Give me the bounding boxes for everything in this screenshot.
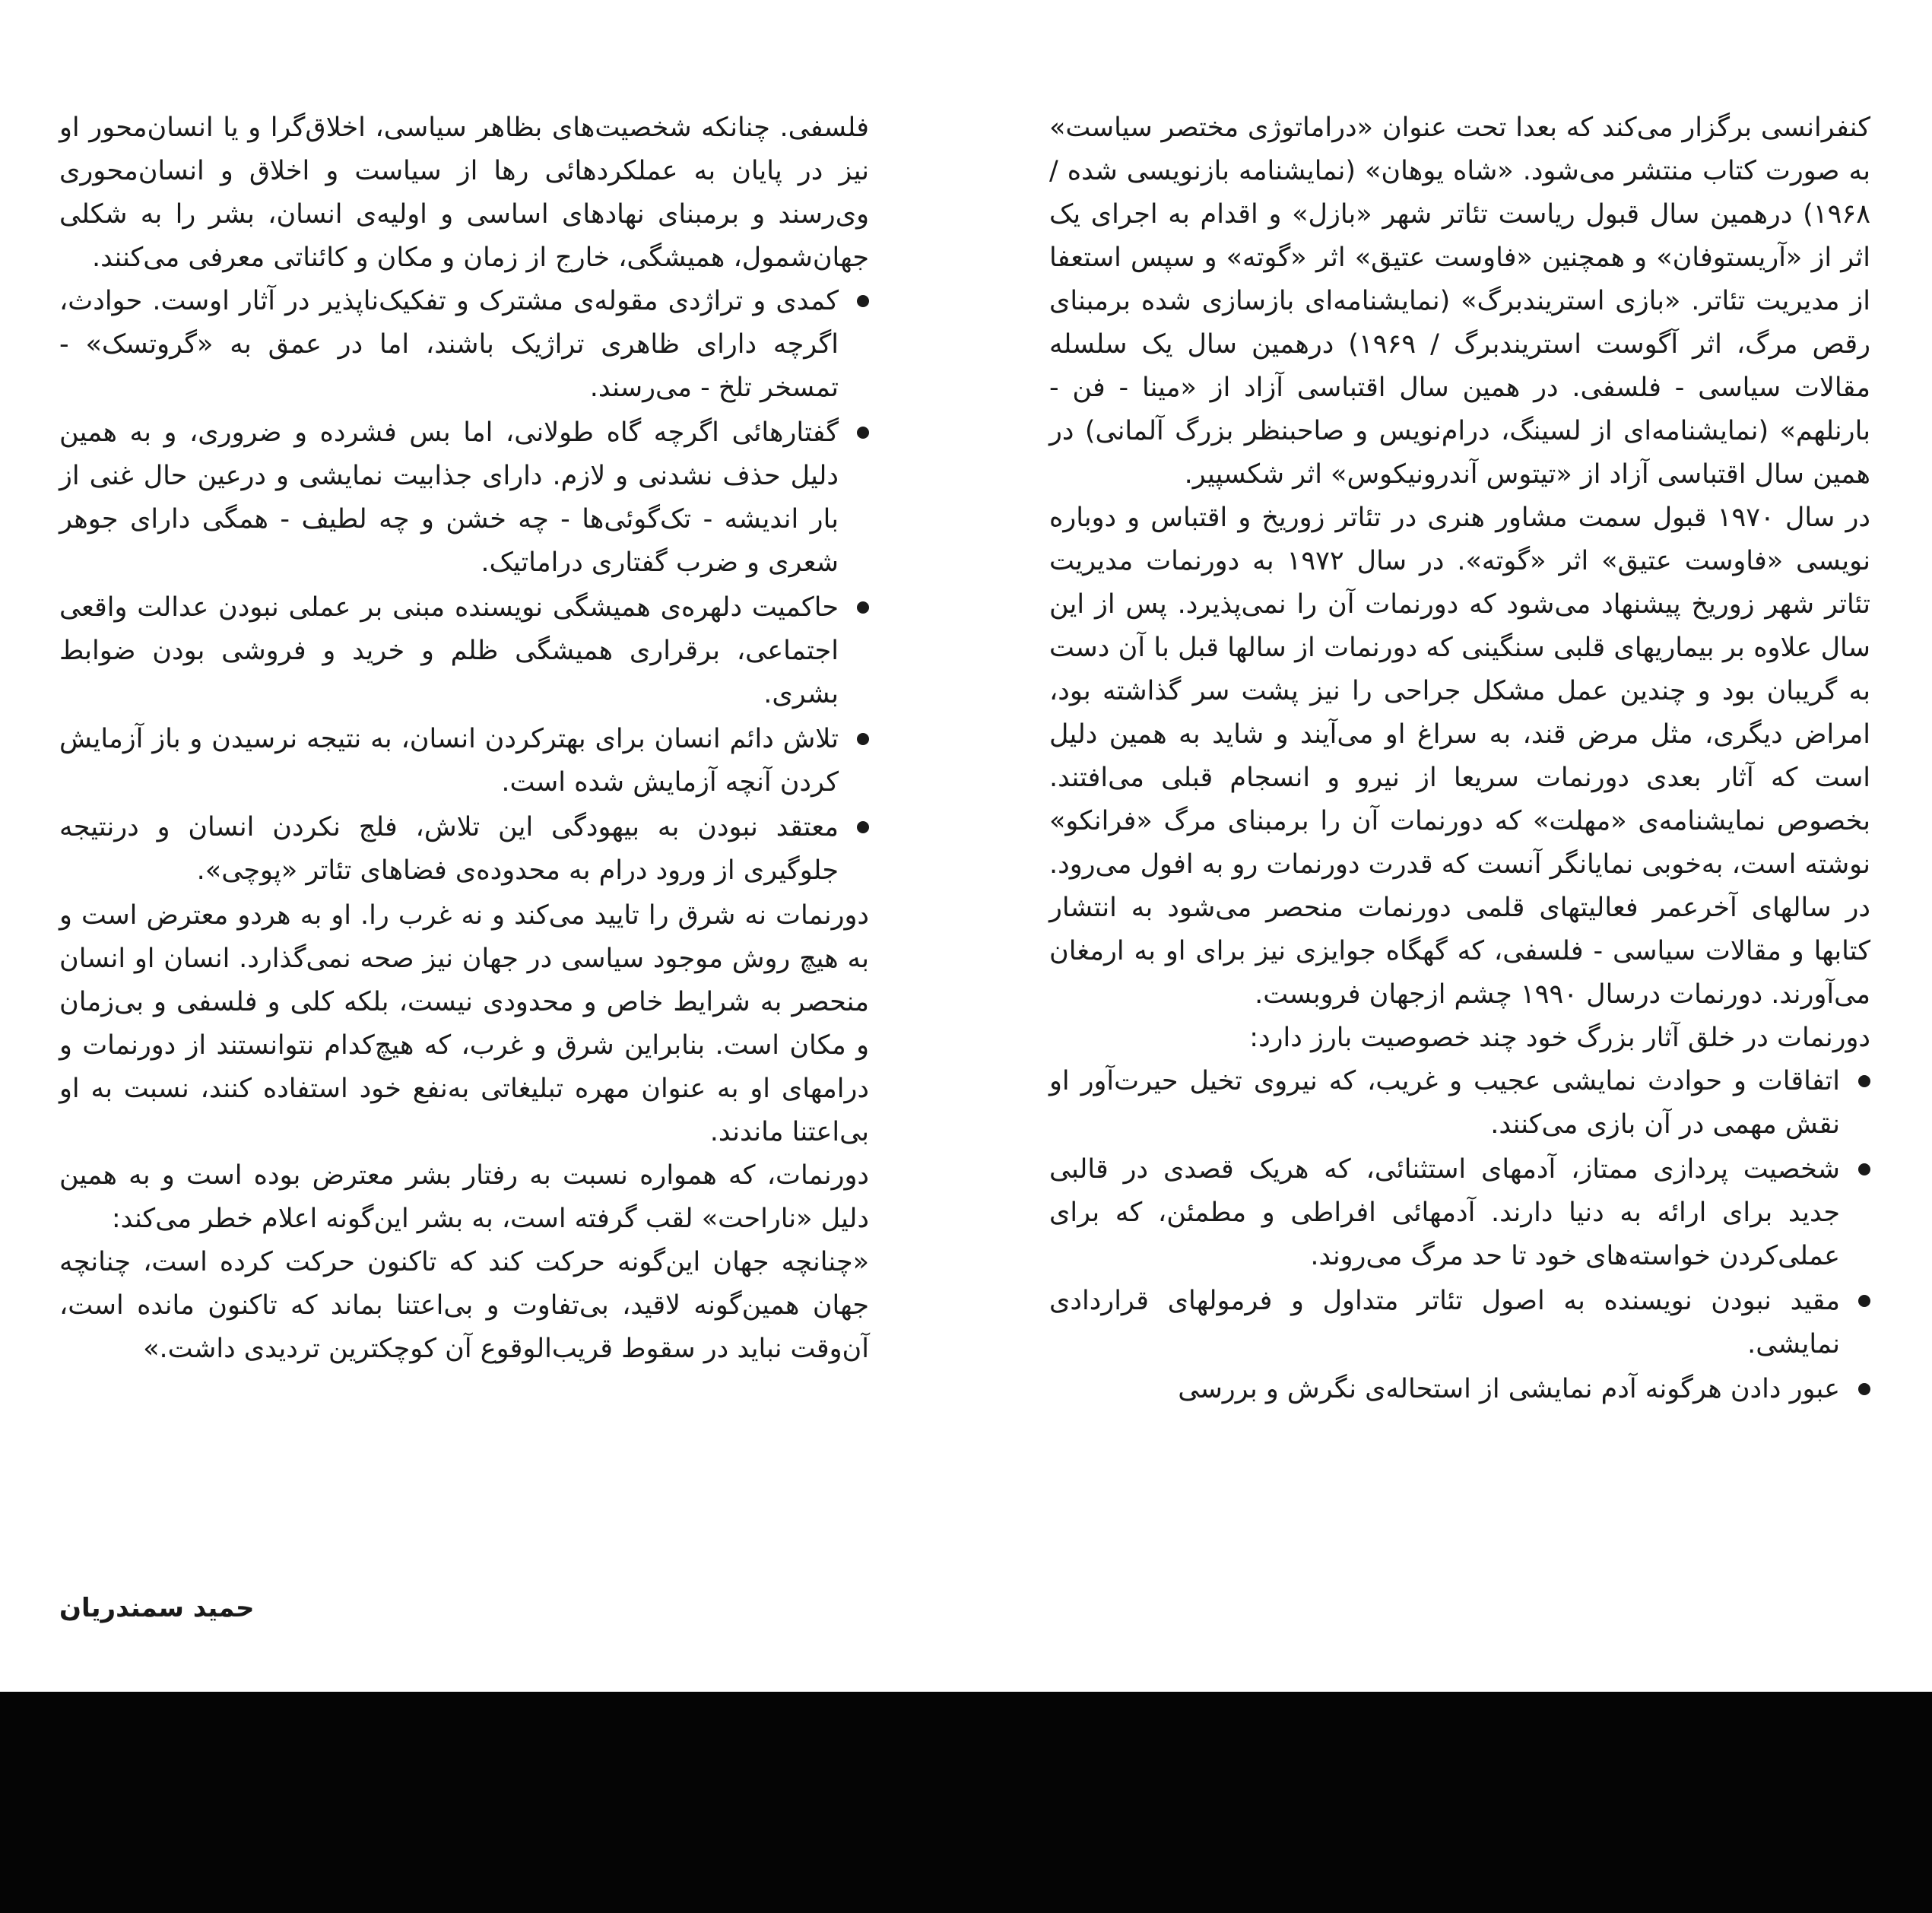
- bullet-dot-icon: [1858, 1163, 1870, 1175]
- bullet-dot-icon: [857, 427, 869, 439]
- left-paragraph-2: دورنمات نه شرق را تایید می‌کند و نه غرب را. او به هردو معترض است و به هیچ روش موجود سیاسی در جهان نیز صحه نمی‌گذارد. انسان او انسان منحصر به شرایط خاص و محدودی نیست، بلکه کلی و فلسفی و بی‌زمان و مکان است. بنابراین شرق و غرب، که هیچ‌کدام نتوانستند از دورنمات و درامهای او به عنوان مهره تبلیغاتی به‌نفع خود استفاده کنند، نسبت به او بی‌اعتنا ماندند.: [59, 900, 869, 1147]
- right-paragraph-3: دورنمات در خلق آثار بزرگ خود چند خصوصیت بارز دارد:: [1249, 1023, 1870, 1053]
- bullet-dot-icon: [1858, 1075, 1870, 1087]
- right-bullet-list: [1049, 1060, 1870, 1411]
- left-paragraph-3: دورنمات، که همواره نسبت به رفتار بشر معترض بوده است و به همین دلیل «ناراحت» لقب گرفته است، به بشر این‌گونه اعلام خطر می‌کند:: [59, 1160, 869, 1234]
- right-column: [1049, 106, 1870, 1413]
- left-paragraph-1: فلسفی. چنانکه شخصیت‌های بظاهر سیاسی، اخلاق‌گرا و یا انسان‌محور او نیز در پایان به عملکردهائی رها از سیاست و اخلاق و انسان‌محوری وی‌رسند و برمبنای نهادهای اساسی و اولیه‌ی انسان، بشر را به شکلی جهان‌شمول، همیشگی، خارج از زمان و مکان و کائناتی معرفی می‌کنند.: [59, 113, 869, 273]
- list-item-text: کمدی و تراژدی مقوله‌ی مشترک و تفکیک‌ناپذیر در آثار اوست. حوادث، اگرچه دارای ظاهری تراژیک باشند، اما در عمق به «گروتسک» - تمسخر تلخ - می‌رسند.: [59, 286, 839, 403]
- list-item: [59, 280, 869, 410]
- list-item: [1049, 1060, 1870, 1147]
- list-item-text: گفتارهائی اگرچه گاه طولانی، اما بس فشرده و ضروری، و به همین دلیل حذف نشدنی و لازم. دارای جذابیت نمایشی و درعین حال غنی از بار اندیشه - تک‌گوئی‌ها - چه خشن و چه لطیف - همگی دارای جوهر شعری و ضرب گفتاری دراماتیک.: [59, 417, 839, 578]
- right-paragraph-1: کنفرانسی برگزار می‌کند که بعدا تحت عنوان «دراماتوژی مختصر سیاست» به صورت کتاب منتشر می‌شود. «شاه یوهان» (نمایشنامه بازنویسی شده / ۱۹۶۸) درهمین سال قبول ریاست تئاتر شهر «بازل» و اقدام به اجرای یک اثر از «آریستوفان» و همچنین «فاوست عتیق» اثر «گوته» و سپس استعفا از مدیریت تئاتر. «بازی استریندبرگ» (نمایشنامه‌ای بازسازی شده برمبنای رقص مرگ، اثر آگوست استریندبرگ / ۱۹۶۹) درهمین سال یک سلسله مقالات سیاسی - فلسفی. در همین سال اقتباسی آزاد از «مینا - فن - بارنلهم» (نمایشنامه‌ای از لسینگ، درام‌نویس و صاحبنظر بزرگ آلمانی) در همین سال اقتباسی آزاد از «تیتوس آندرونیکوس» اثر شکسپیر.: [1049, 113, 1870, 490]
- bullet-dot-icon: [857, 601, 869, 614]
- left-column: [59, 106, 869, 1371]
- bottom-black-band: [0, 1692, 1932, 1913]
- list-item: [59, 718, 869, 804]
- list-item: [59, 411, 869, 585]
- bullet-dot-icon: [1858, 1295, 1870, 1307]
- bullet-dot-icon: [857, 821, 869, 833]
- right-paragraph-2: در سال ۱۹۷۰ قبول سمت مشاور هنری در تئاتر زوریخ و اقتباس و دوباره نویسی «فاوست عتیق» اثر «گوته». در سال ۱۹۷۲ به دورنمات مدیریت تئاتر شهر زوریخ پیشنهاد می‌شود که دورنمات آن را نمی‌پذیرد. پس از این سال علاوه بر بیماریهای قلبی سنگینی که دورنمات از سالها قبل با آن دست به گریبان بود و چندین عمل مشکل جراحی را نیز پشت سر گذاشته بود، امراض دیگری، مثل مرض قند، به سراغ او می‌آیند و شاید به همین دلیل است که آثار بعدی دورنمات سریعا از نیرو و انسجام قبلی می‌افتند. بخصوص نمایشنامه‌ی «مهلت» که دورنمات آن را برمبنای مرگ «فرانکو» نوشته است، به‌خوبی نمایانگر آنست که قدرت دورنمات رو به افول می‌رود. در سالهای آخرعمر فعالیتهای قلمی دورنمات منحصر می‌شود به انتشار کتابها و مقالات سیاسی - فلسفی، که گهگاه جوایزی نیز برای او به ارمغان می‌آورند. دورنمات درسال ۱۹۹۰ چشم ازجهان فروبست.: [1049, 503, 1870, 1010]
- list-item-text: اتفاقات و حوادث نمایشی عجیب و غریب، که نیروی تخیل حیرت‌آور او نقش مهمی در آن بازی می‌کنند.: [1049, 1066, 1840, 1140]
- list-item-text: تلاش دائم انسان برای بهترکردن انسان، به نتیجه نرسیدن و باز آزمایش کردن آنچه آزمایش شده است.: [59, 724, 839, 798]
- left-bullet-list: [59, 280, 869, 893]
- list-item: [1049, 1148, 1870, 1278]
- list-item-text: شخصیت پردازی ممتاز، آدمهای استثنائی، که هریک قصدی در قالبی جدید برای ارائه به دنیا دارند. آدمهائی افراطی و مطمئن، که برای عملی‌کردن خواسته‌های خود تا حد مرگ می‌روند.: [1049, 1154, 1840, 1271]
- list-item-text: عبور دادن هرگونه آدم نمایشی از استحاله‌ی نگرش و بررسی: [1178, 1374, 1840, 1404]
- list-item-text: معتقد نبودن به بیهودگی این تلاش، فلج نکردن انسان و درنتیجه جلوگیری از ورود درام به محدوده‌ی فضاهای تئاتر «پوچی».: [59, 812, 839, 886]
- bullet-dot-icon: [857, 733, 869, 745]
- list-item: [1049, 1280, 1870, 1366]
- list-item-text: مقید نبودن نویسنده به اصول تئاتر متداول و فرمولهای قراردادی نمایشی.: [1049, 1286, 1840, 1359]
- list-item: [59, 586, 869, 716]
- quote-paragraph: «چنانچه جهان این‌گونه حرکت کند که تاکنون حرکت کرده است، چنانچه جهان همین‌گونه لاقید، بی‌تفاوت و بی‌اعتنا بماند که تاکنون مانده است، آن‌وقت نباید در سقوط قریب‌الوقوع آن کوچکترین تردیدی داشت.»: [59, 1247, 869, 1364]
- list-item: [1049, 1368, 1870, 1411]
- bullet-dot-icon: [857, 295, 869, 307]
- author-signature: حمید سمندریان: [59, 1593, 255, 1623]
- bullet-dot-icon: [1858, 1383, 1870, 1395]
- list-item-text: حاکمیت دلهره‌ی همیشگی نویسنده مبنی بر عملی نبودن عدالت واقعی اجتماعی، برقراری همیشگی ظلم و خرید و فروشی بودن ضوابط بشری.: [59, 592, 839, 709]
- list-item: [59, 806, 869, 893]
